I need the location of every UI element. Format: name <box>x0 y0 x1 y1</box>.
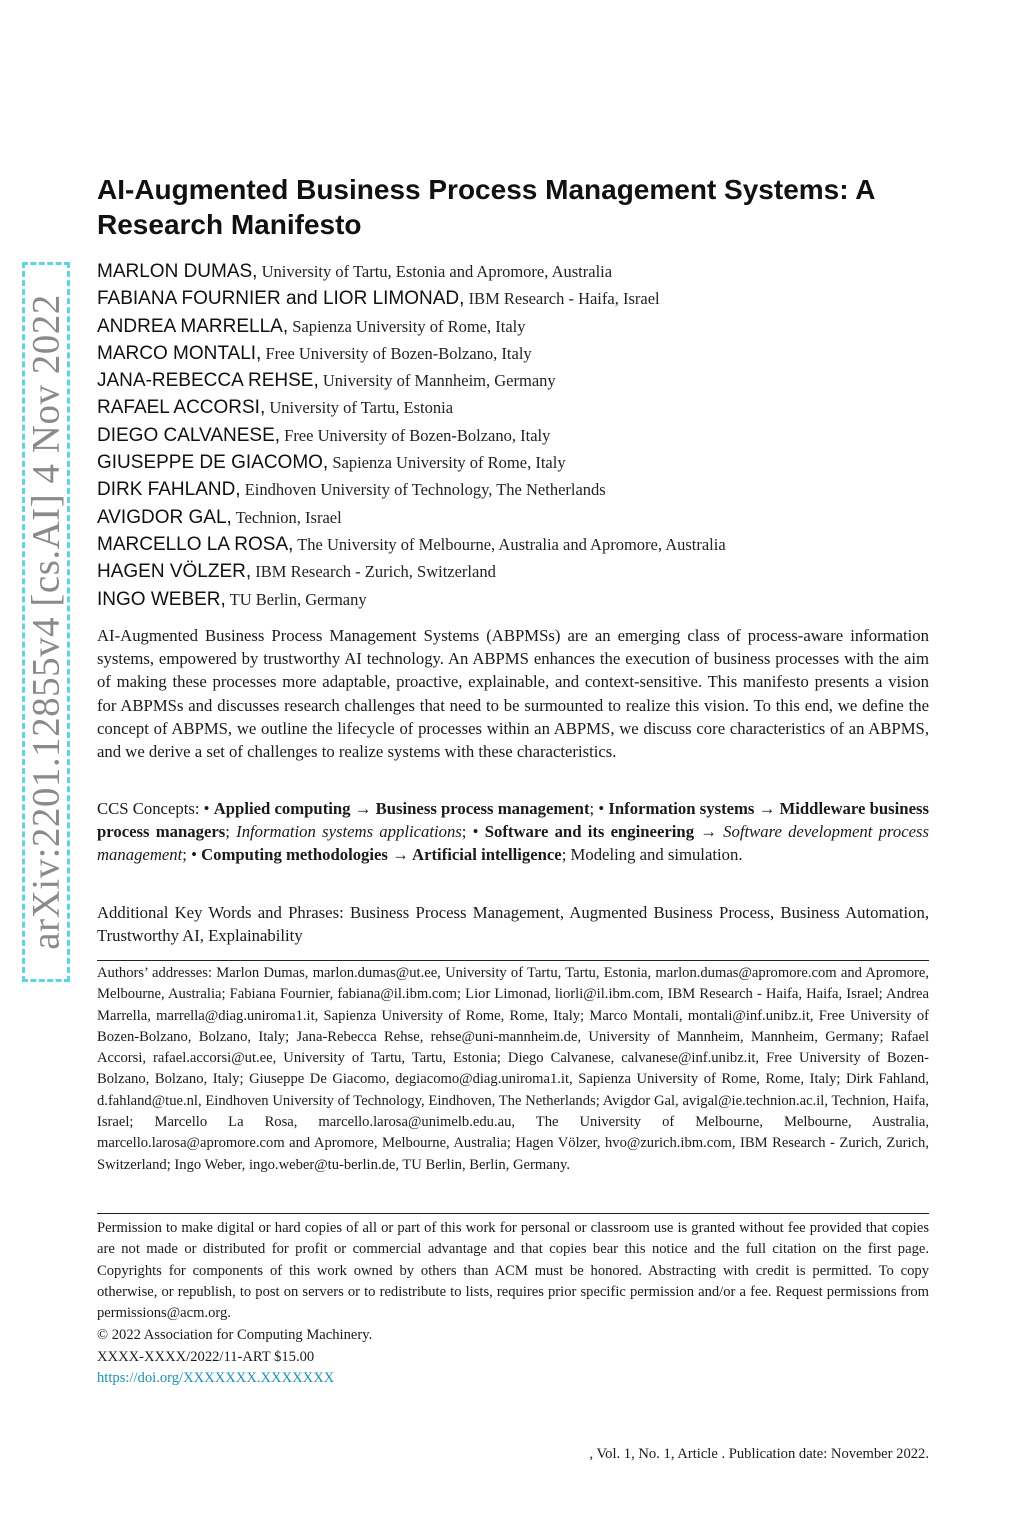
author-line <box>97 258 937 285</box>
author-affiliation: Free University of Bozen-Bolzano, Italy <box>280 425 551 445</box>
ccs-prefix: CCS Concepts: • <box>97 799 214 818</box>
author-affiliation: IBM Research - Zurich, Switzerland <box>251 562 496 582</box>
author-line <box>97 285 937 312</box>
ccs-concept: Applied computing → Business process management <box>213 799 590 818</box>
author-affiliation: University of Tartu, Estonia and Apromore, Australia <box>257 262 613 281</box>
ccs-separator: ; • <box>589 799 609 818</box>
author-addresses: Authors’ addresses: Marlon Dumas, marlon.dumas@ut.ee, University of Tartu, Tartu, Estonia, marlon.dumas@apromore.com and Apromore, Melbourne, Australia; Fabiana Fournier, fabiana@il.ibm.com; Lior Limonad, liorli@il.ibm.com, IBM Research - Haifa, Haifa, Israel; Andrea Marrella, marrella@diag.uniroma1.it, Sapienza University of Rome, Rome, Italy; Marco Montali, montali@inf.unibz.it, Free University of Bozen-Bolzano, Bolzano, Italy; Jana-Rebecca Rehse, rehse@uni-mannheim.de, University of Mannheim, Mannheim, Germany; Rafael Accorsi, rafael.accorsi@ut.ee, University of Tartu, Tartu, Estonia; Diego Calvanese, calvanese@inf.unibz.it, Free University of Bozen-Bolzano, Bolzano, Italy; Giuseppe De Giacomo, degiacomo@diag.uniroma1.it, Sapienza University of Rome, Rome, Italy; Dirk Fahland, d.fahland@tue.nl, Eindhoven University of Technology, Eindhoven, The Netherlands; Avigdor Gal, avigal@ie.technion.ac.il, Technion, Haifa, Israel; Marcello La Rosa, marcello.larosa@unimelb.edu.au, The University of Melbourne, Melbourne, Australia, marcello.larosa@apromore.com and Apromore, Melbourne, Australia; Hagen Völzer, hvo@zurich.ibm.com, IBM Research - Zurich, Zurich, Switzerland; Ingo Weber, ingo.weber@tu-berlin.de, TU Berlin, Berlin, Germany. <box>97 965 929 1173</box>
author-name: MARCO MONTALI, <box>97 342 262 364</box>
author-line <box>97 313 937 340</box>
abstract: AI-Augmented Business Process Management Systems (ABPMSs) are an emerging class of process-aware information systems, empowered by trustworthy AI technology. An ABPMS enhances the execution of business processes with the aim of making these processes more adaptable, proactive, explainable, and context-sensitive. This manifesto presents a vision for ABPMSs and discusses research challenges that need to be surmounted to realize this vision. To this end, we define the concept of ABPMS, we outline the lifecycle of processes within an ABPMS, we discuss core characteristics of an ABPMS, and we derive a set of challenges to realize systems with these characteristics. <box>97 626 929 762</box>
author-line <box>97 476 937 503</box>
copyright-line: © 2022 Association for Computing Machinery. <box>97 1327 373 1343</box>
author-affiliation: University of Mannheim, Germany <box>318 371 556 391</box>
arxiv-stamp: arXiv:2201.12855v4 [cs.AI] 4 Nov 2022 <box>24 294 68 950</box>
author-line <box>97 558 937 585</box>
author-line <box>97 504 937 531</box>
author-affiliation: Sapienza University of Rome, Italy <box>288 316 526 336</box>
keywords: Additional Key Words and Phrases: Business Process Management, Augmented Business Process, Business Automation, Trustworthy AI, Explainability <box>97 903 929 946</box>
author-line <box>97 449 937 476</box>
author-line <box>97 394 937 421</box>
author-name: FABIANA FOURNIER and LIOR LIMONAD, <box>97 288 465 310</box>
doi-link[interactable]: https://doi.org/XXXXXXX.XXXXXXX <box>97 1370 335 1386</box>
author-name: MARLON DUMAS, <box>97 261 258 282</box>
author-affiliation: IBM Research - Haifa, Israel <box>464 289 660 309</box>
author-affiliation: Eindhoven University of Technology, The Netherlands <box>240 480 606 500</box>
ccs-concept: Computing methodologies → Artificial intelligence <box>201 845 562 865</box>
issn-line: XXXX-XXXX/2022/11-ART $15.00 <box>97 1349 315 1365</box>
author-list <box>97 258 937 613</box>
page-footer: , Vol. 1, No. 1, Article . Publication date: November 2022. <box>589 1446 929 1462</box>
author-affiliation: Technion, Israel <box>231 507 342 527</box>
author-name: RAFAEL ACCORSI, <box>97 397 266 419</box>
author-name: ANDREA MARRELLA, <box>97 315 289 337</box>
author-affiliation: Sapienza University of Rome, Italy <box>328 453 566 473</box>
author-affiliation: University of Tartu, Estonia <box>265 398 454 418</box>
footnote-divider <box>97 960 929 961</box>
author-name: AVIGDOR GAL, <box>97 506 232 528</box>
doi-line <box>97 1368 334 1389</box>
ccs-concept: Software development process management <box>97 822 929 865</box>
author-affiliation: Free University of Bozen-Bolzano, Italy <box>261 343 532 363</box>
author-line <box>97 367 937 394</box>
author-name: INGO WEBER, <box>97 588 226 610</box>
author-name: GIUSEPPE DE GIACOMO, <box>97 452 329 474</box>
ccs-concepts <box>97 797 929 867</box>
ccs-concept: Software and its engineering → <box>484 822 724 842</box>
author-name: DIRK FAHLAND, <box>97 479 241 501</box>
author-name: JANA-REBECCA REHSE, <box>97 370 319 392</box>
author-name: MARCELLO LA ROSA, <box>97 533 294 555</box>
paper-title: AI-Augmented Business Process Management Systems: A Research Manifesto <box>97 174 875 240</box>
ccs-separator: ; • <box>461 822 485 842</box>
author-line <box>97 340 937 367</box>
author-line <box>97 531 937 558</box>
permission-divider <box>97 1213 929 1214</box>
author-affiliation: The University of Melbourne, Australia and Apromore, Australia <box>293 534 726 554</box>
ccs-separator: ; • <box>182 845 202 865</box>
permission-notice: Permission to make digital or hard copies of all or part of this work for personal or classroom use is granted without fee provided that copies are not made or distributed for profit or commercial advantage and that copies bear this notice and the full citation on the first page. Copyrights for components of this work owned by others than ACM must be honored. Abstracting with credit is permitted. To copy otherwise, or republish, to post on servers or to redistribute to lists, requires prior specific permission and/or a fee. Request permissions from permissions@acm.org. <box>97 1220 929 1322</box>
ccs-separator: ; <box>225 822 237 842</box>
author-name: HAGEN VÖLZER, <box>97 561 252 583</box>
author-name: DIEGO CALVANESE, <box>97 424 281 446</box>
ccs-concept: Information systems → Middleware business process managers <box>97 799 929 842</box>
ccs-separator: ; Modeling and simulation. <box>561 845 743 865</box>
author-line <box>97 422 937 449</box>
author-line <box>97 586 937 613</box>
author-affiliation: TU Berlin, Germany <box>225 589 367 609</box>
ccs-concept: Information systems applications <box>236 822 462 842</box>
